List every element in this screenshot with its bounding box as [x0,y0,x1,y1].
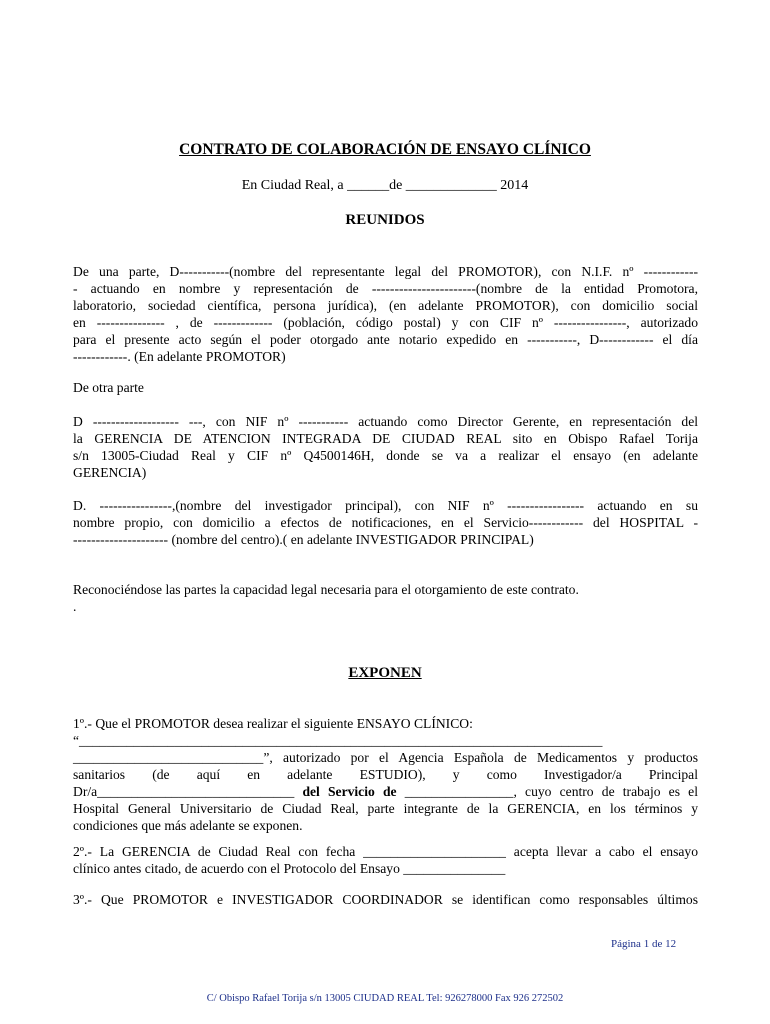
text-line: para el presente acto según el poder otorgado ante notario expedido en -----------, D------------ el día [73,332,698,347]
text-line: Hospital General Universitario de Ciudad Real, parte integrante de la GERENCIA, en los términos y [73,801,698,816]
text-line: 2º.- La GERENCIA de Ciudad Real con fecha _____________________ acepta llevar a cabo el ensayo [73,844,698,859]
section-heading-reunidos: REUNIDOS [345,212,425,228]
text-line: ------------. (En adelante PROMOTOR) [73,349,286,364]
paragraph-item-1 [73,715,698,834]
place-date-line: En Ciudad Real, a ______de _____________ 2014 [241,178,529,193]
paragraph-otra-parte: De otra parte [73,380,144,395]
text-line: clínico antes citado, de acuerdo con el Protocolo del Ensayo _______________ [73,861,506,876]
text-line: s/n 13005-Ciudad Real y CIF nº Q4500146H, donde se va a realizar el ensayo (en adelante [73,448,698,463]
text-line: D ------------------- ---, con NIF nº ----------- actuando como Director Gerente, en representación del [73,414,698,429]
paragraph-gerencia [73,413,698,481]
section-heading-exponen [0,665,770,682]
paragraph-investigador [73,497,698,548]
text-line: 1º.- Que el PROMOTOR desea realizar el siguiente ENSAYO CLÍNICO: [73,716,473,731]
document-title: CONTRATO DE COLABORACIÓN DE ENSAYO CLÍNICO [179,141,591,158]
exponen-label: EXPONEN [348,665,422,681]
text-line [73,783,698,800]
text-line: sanitarios (de aquí en adelante ESTUDIO), y como Investigador/a Principal [73,767,698,782]
paragraph-item-3 [73,891,698,908]
text-line: --------------------- (nombre del centro).( en adelante INVESTIGADOR PRINCIPAL) [73,532,534,547]
text-run: Dr/a_____________________________ [73,784,303,799]
text-line: GERENCIA) [73,465,147,480]
text-run: ________________, cuyo centro de trabajo es el [396,784,698,799]
text-line: en --------------- , de ------------- (población, código postal) y con CIF nº ----------------, autorizado [73,315,698,330]
text-line: la GERENCIA DE ATENCION INTEGRADA DE CIUDAD REAL sito en Obispo Rafael Torija [73,431,698,446]
text-line: 3º.- Que PROMOTOR e INVESTIGADOR COORDINADOR se identifican como responsables últimos [73,892,698,907]
page-number: Página 1 de 12 [611,938,677,950]
text-line: nombre propio, con domicilio a efectos de notificaciones, en el Servicio------------ del HOSPITAL - [73,515,698,530]
text-line: Reconociéndose las partes la capacidad legal necesaria para el otorgamiento de este contrato. [73,582,579,597]
footer-address: C/ Obispo Rafael Torija s/n 13005 CIUDAD REAL Tel: 926278000 Fax 926 272502 [206,993,564,1004]
paragraph-item-2 [73,843,698,877]
text-line: De una parte, D-----------(nombre del representante legal del PROMOTOR), con N.I.F. nº ------------ [73,264,698,279]
text-line: condiciones que más adelante se exponen. [73,818,303,833]
text-line: ____________________________”, autorizado por el Agencia Española de Medicamentos y productos [73,750,698,765]
text-line: “_____________________________________________________________________________ [73,733,603,748]
paragraph-promotor [73,263,698,365]
paragraph-recognition [73,581,698,615]
text-line: D. ----------------,(nombre del investigador principal), con NIF nº ----------------- actuando en su [73,498,698,513]
text-line: . [73,599,77,614]
text-line: - actuando en nombre y representación de -----------------------(nombre de la entidad Promotora, [73,281,698,296]
text-line: laboratorio, sociedad científica, persona jurídica), (en adelante PROMOTOR), con domicilio social [73,298,698,313]
bold-text-run: del Servicio de [302,784,397,799]
